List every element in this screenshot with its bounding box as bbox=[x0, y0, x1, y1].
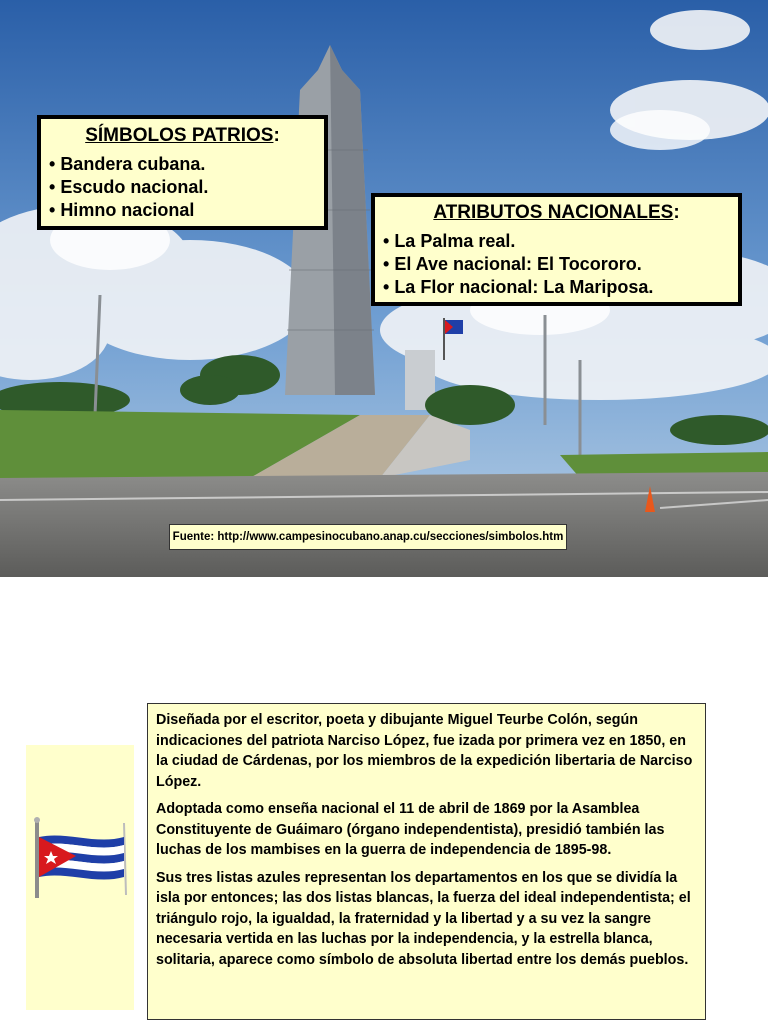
simbolos-patrios-box bbox=[37, 115, 328, 230]
description-paragraph: Diseñada por el escritor, poeta y dibujante Miguel Teurbe Colón, según indicaciones del patriota Narciso López, fue izada por primera vez en 1850, en la ciudad de Cárdenas, por los miembros de la expedición libertaria de Narciso López. bbox=[156, 712, 693, 790]
description-paragraph: Adoptada como enseña nacional el 11 de abril de 1869 por la Asamblea Constituyente de Guáimaro (órgano independentista), presidió también las luchas de los mambises en la guerra de independencia de 1895-98. bbox=[156, 801, 665, 858]
simbolos-patrios-title: SÍMBOLOS PATRIOS: bbox=[85, 125, 280, 146]
list-item: • La Palma real. bbox=[383, 230, 730, 253]
source-caption: Fuente: http://www.campesinocubano.anap.cu/secciones/simbolos.htm bbox=[169, 524, 567, 550]
cuban-flag-icon bbox=[26, 745, 134, 1010]
list-item: • La Flor nacional: La Mariposa. bbox=[383, 276, 730, 299]
list-item: • Bandera cubana. bbox=[49, 153, 316, 176]
list-item: • El Ave nacional: El Tocororo. bbox=[383, 253, 730, 276]
list-item: • Escudo nacional. bbox=[49, 176, 316, 199]
list-item: • Himno nacional bbox=[49, 199, 316, 222]
atributos-nacionales-box bbox=[371, 193, 742, 306]
atributos-nacionales-list bbox=[383, 230, 730, 299]
atributos-nacionales-title: ATRIBUTOS NACIONALES: bbox=[433, 202, 680, 223]
simbolos-patrios-list bbox=[49, 153, 316, 222]
flag-description bbox=[147, 703, 706, 1020]
flag-panel bbox=[26, 745, 134, 1010]
description-paragraph: Sus tres listas azules representan los departamentos en los que se dividía la isla por entonces; las dos listas blancas, la fuerza del ideal independentista; el triángulo rojo, la igualdad, la fraternidad y la libertad y a su vez la sangre necesaria vertida en las luchas por la independencia, y la estrella blanca, solitaria, aparece como símbolo de absoluta libertad entre los demás pueblos. bbox=[156, 869, 691, 968]
